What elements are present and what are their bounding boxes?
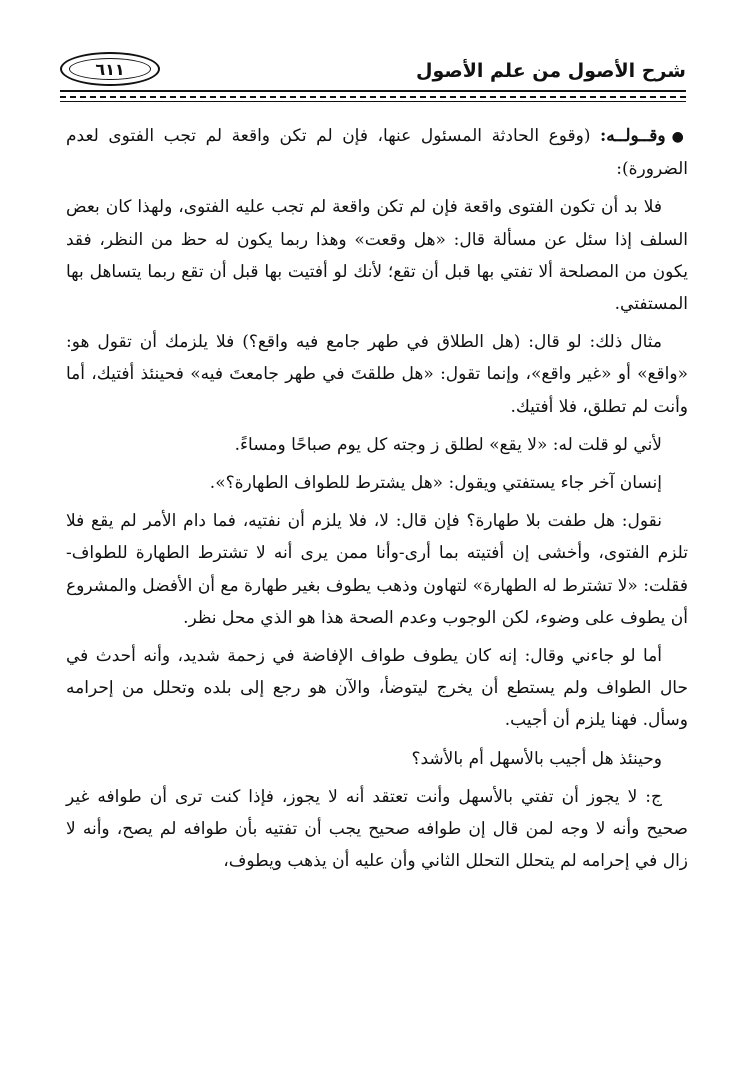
page-number-badge [60,52,160,86]
paragraph-5: إنسان آخر جاء يستفتي ويقول: «هل يشترط للطواف الطهارة؟». [209,473,662,494]
page-number: ٦١١ [69,58,151,80]
paragraph-8: وحينئذ هل أجيب بالأسهل أم بالأشد؟ [411,748,662,769]
paragraph-2: فلا بد أن تكون الفتوى واقعة فإن لم تكن واقعة لم تجب عليه الفتوى، ولهذا كان بعض السلف إذا سئل عن مسألة قال: «هل وقعت» وهذا ربما يكون له حظ من النظر، فقد يكون من المصلحة ألا تفتي بها قبل أن تقع؛ لأنك لو أفتيت بها قبل أن تقع ربما يتساهل بها المستفتي. [66,197,688,315]
paragraph-6: نقول: هل طفت بلا طهارة؟ فإن قال: لا، فلا يلزم أن نفتيه، فما دام الأمر لم يقع فلا تلزم الفتوى، وأخشى إن أفتيته بما أرى-وأنا ممن يرى أنه لا تشترط الطهارة للطواف-فقلت: «لا تشترط له الطهارة» لتهاون وذهب يطوف بغير طهارة مع أن الأفضل والمشروع أن يطوف على وضوء، لكن الوجوب وعدم الصحة هذا هو الذي محل نظر. [66,511,688,628]
paragraph-9: ج: لا يجوز أن تفتي بالأسهل وأنت تعتقد أنه لا يجوز، فإذا كنت ترى أن طوافه غير صحيح وأنه لا وجه لمن قال إن طوافه صحيح يجب أن تفتيه بأن طوافه لم يصح، وأنه لا زال في إحرامه لم يتحلل التحلل الثاني وأن عليه أن يذهب ويطوف، [66,786,688,872]
lead-phrase: وقــولــه: [600,126,666,146]
paragraph-7: أما لو جاءني وقال: إنه كان يطوف طواف الإفاضة في زحمة شديد، وأنه أحدث في حال الطواف ولم يستطع أن يخرج ليتوضأ، والآن هو رجع إلى بلده وتحلل من إحرامه وسأل. فهنا يلزم أن أجيب. [66,646,688,731]
paragraph-4: لأني لو قلت له: «لا يقع» لطلق ز وجته كل يوم صباحًا ومساءً. [234,434,662,455]
page-body [66,120,688,883]
quoted-text: (وقوع الحادثة المسئول عنها، فإن لم تكن واقعة لم تجب الفتوى لعدم الضرورة): [66,126,688,180]
running-title: شرح الأصول من علم الأصول [416,60,686,82]
paragraph-3: مثال ذلك: لو قال: (هل الطلاق في طهر جامع فيه واقع؟) فلا يلزمك أن تقول هو: «واقع» أو «غير واقع»، وإنما تقول: «هل طلقتَ في طهر جامعتَ فيه» فحينئذ أفتيك، أما وأنت لم تطلق، فلا أفتيك. [66,332,688,417]
page-header [60,50,686,94]
header-rule-dashed [60,96,686,98]
header-rule-bottom [60,101,686,102]
header-rule-top [60,90,686,92]
bullet-icon: ● [671,129,688,145]
paragraph-1 [66,120,688,185]
